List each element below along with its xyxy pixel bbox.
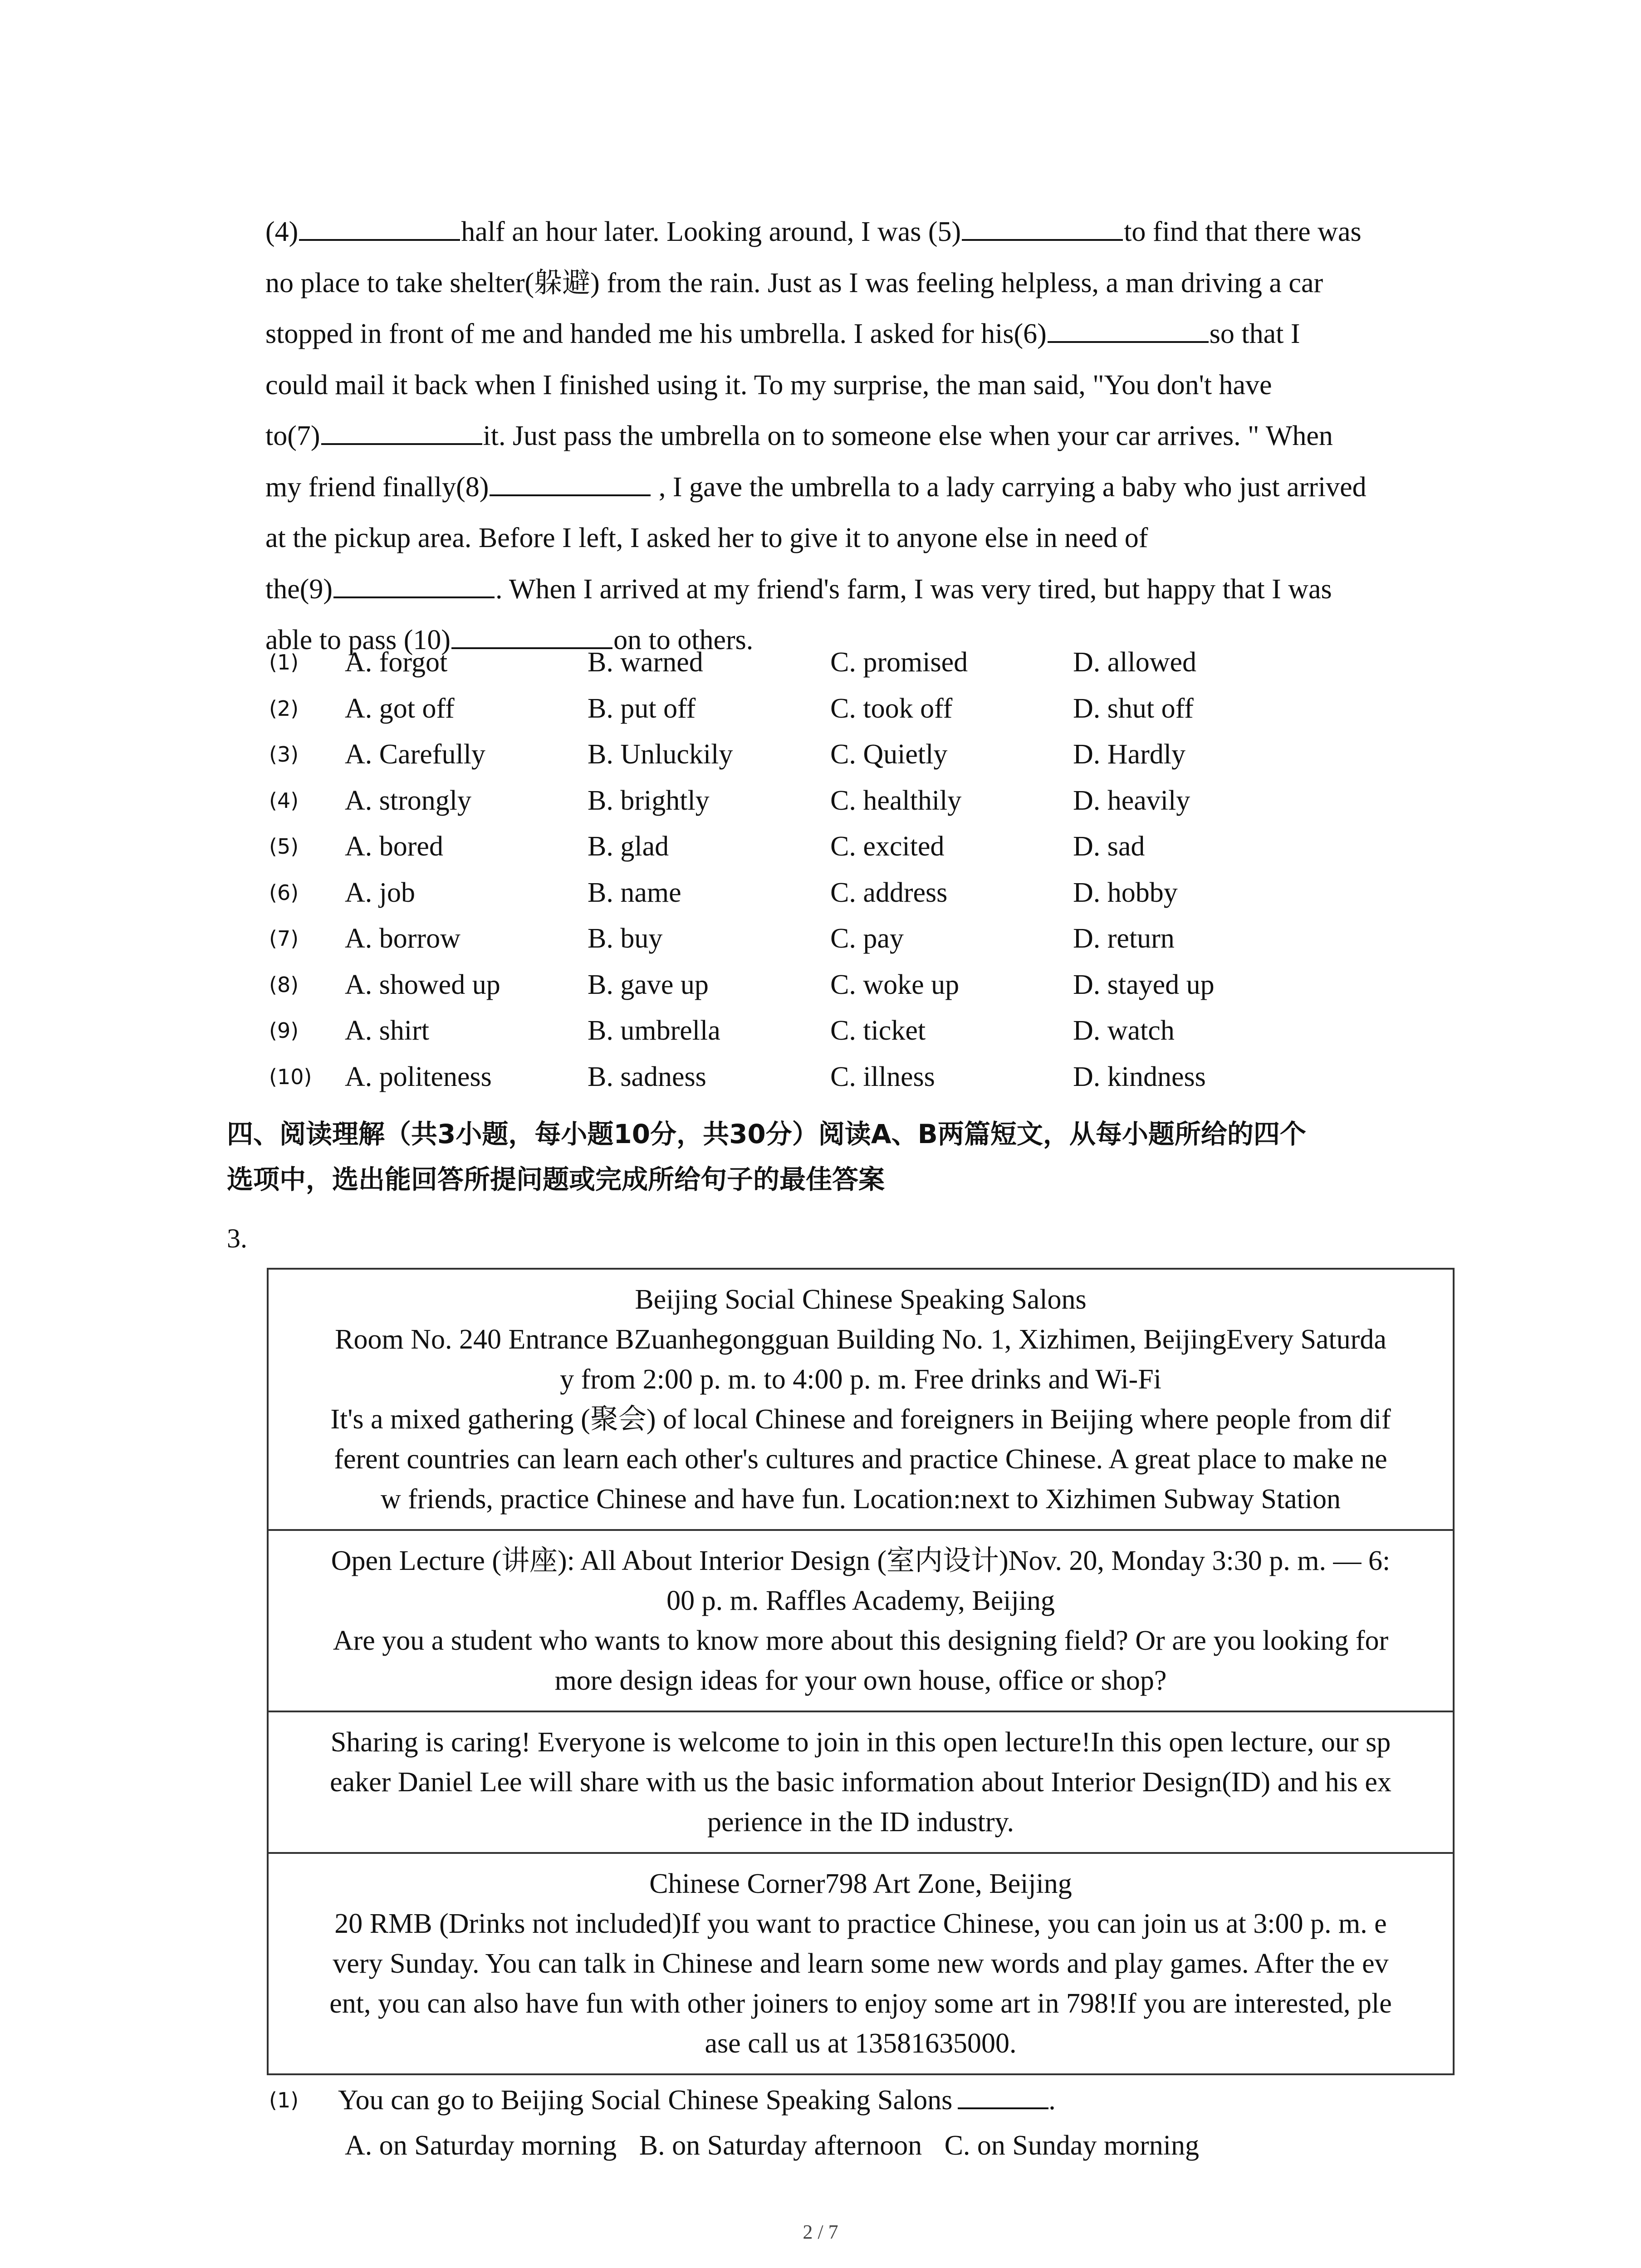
ad-line: very Sunday. You can talk in Chinese and learn some new words and play games. After the ev	[333, 1948, 1389, 1979]
passage-line	[265, 462, 1463, 513]
option-b: B. put off	[588, 693, 696, 724]
ads-table	[267, 1268, 1455, 2075]
option-number: (8)	[269, 972, 299, 997]
option-a: A. showed up	[345, 969, 500, 1000]
option-a: A. job	[345, 877, 415, 908]
cloze-passage	[265, 206, 1463, 666]
answer-blank	[962, 213, 1123, 241]
option-d: D. shut off	[1073, 693, 1194, 724]
answer-blank	[299, 213, 460, 241]
passage-line	[265, 564, 1463, 615]
option-row	[265, 1054, 1463, 1100]
option-number: (6)	[269, 880, 299, 905]
section-heading-line: 选项中，选出能回答所提问题或完成所给句子的最佳答案	[227, 1164, 885, 1195]
option-number: (3)	[269, 742, 299, 767]
option-d: D. kindness	[1073, 1061, 1206, 1092]
option-a: A. shirt	[345, 1015, 429, 1046]
passage-text: on to others.	[613, 625, 754, 655]
option-row	[265, 778, 1463, 824]
ad-line: ferent countries can learn each other's cultures and practice Chinese. A great place to make ne	[334, 1444, 1387, 1475]
passage-text: stopped in front of me and handed me his umbrella. I asked for his(6)	[265, 318, 1047, 349]
ad-line: ent, you can also have fun with other joiners to enjoy some art in 798!If you are interested, ple	[329, 1988, 1392, 2019]
option-row	[265, 640, 1463, 686]
cloze-options	[265, 640, 1463, 1100]
ad-line: It's a mixed gathering (聚会) of local Chinese and foreigners in Beijing where people from dif	[330, 1404, 1391, 1435]
passage-text: to(7)	[265, 420, 320, 451]
passage-line	[265, 258, 1463, 309]
passage-line	[265, 411, 1463, 462]
passage-text: . When I arrived at my friend's farm, I was very tired, but happy that I was	[495, 573, 1332, 605]
option-a: A. bored	[345, 831, 443, 862]
option-number: (9)	[269, 1018, 299, 1043]
option-c: C. illness	[830, 1061, 935, 1092]
option-number: (7)	[269, 926, 299, 951]
option-row	[265, 916, 1463, 962]
option-b: B. umbrella	[588, 1015, 720, 1046]
ad-line: Are you a student who wants to know more about this designing field? Or are you looking for	[333, 1625, 1389, 1656]
ad-line: Room No. 240 Entrance BZuanhegongguan Building No. 1, Xizhimen, BeijingEvery Saturda	[335, 1324, 1386, 1355]
ad-line: w friends, practice Chinese and have fun. Location:next to Xizhimen Subway Station	[380, 1484, 1341, 1515]
option-b: B. glad	[588, 831, 669, 862]
ad-line: more design ideas for your own house, office or shop?	[554, 1665, 1167, 1696]
question-number: 3.	[227, 1223, 247, 1253]
option-row	[265, 824, 1463, 870]
question-stem	[338, 2077, 1056, 2123]
option-a: A. strongly	[345, 785, 471, 816]
passage-text: to find that there was	[1124, 216, 1362, 247]
passage-text: able to pass (10)	[265, 625, 451, 655]
passage-text: half an hour later. Looking around, I was (5)	[461, 216, 961, 247]
passage-line	[265, 206, 1463, 258]
ad-line: Open Lecture (讲座): All About Interior Design (室内设计)Nov. 20, Monday 3:30 p. m. — 6:	[331, 1545, 1391, 1576]
option-row	[265, 732, 1463, 778]
passage-text: at the pickup area. Before I left, I asked her to give it to anyone else in need of	[265, 523, 1148, 553]
option-c: C. took off	[830, 693, 953, 724]
ad-line: 00 p. m. Raffles Academy, Beijing	[666, 1585, 1055, 1616]
option-b: B. gave up	[588, 969, 709, 1000]
option-d: D. sad	[1073, 831, 1145, 862]
ad-cell-lecture	[269, 1529, 1453, 1711]
ad-line: eaker Daniel Lee will share with us the basic information about Interior Design(ID) and his ex	[330, 1767, 1391, 1798]
question-number: (1)	[269, 2088, 299, 2112]
answer-blank	[333, 570, 495, 598]
option-a: A. politeness	[345, 1061, 492, 1092]
ad-line: ase call us at 13581635000.	[705, 2028, 1017, 2059]
option-a: A. Carefully	[345, 739, 485, 770]
ad-line: perience in the ID industry.	[707, 1807, 1014, 1838]
option-row	[265, 870, 1463, 916]
option-c: C. woke up	[830, 969, 960, 1000]
answer-blank	[958, 2082, 1048, 2109]
ad-line: Beijing Social Chinese Speaking Salons	[635, 1284, 1087, 1315]
option-a: A. forgot	[345, 647, 448, 678]
choice-c: C. on Sunday morning	[944, 2130, 1200, 2161]
option-d: D. hobby	[1073, 877, 1178, 908]
option-c: C. address	[830, 877, 948, 908]
passage-text: no place to take shelter(躲避) from the rain. Just as I was feeling helpless, a man driving a car	[265, 267, 1323, 298]
option-a: A. borrow	[345, 923, 460, 954]
passage-line	[265, 308, 1463, 360]
option-row	[265, 962, 1463, 1008]
page-number: 2 / 7	[803, 2221, 838, 2243]
option-number: (10)	[269, 1064, 312, 1089]
option-b: B. buy	[588, 923, 663, 954]
option-c: C. healthily	[830, 785, 962, 816]
ad-line: Chinese Corner798 Art Zone, Beijing	[649, 1868, 1072, 1899]
option-c: C. excited	[830, 831, 945, 862]
option-d: D. allowed	[1073, 647, 1197, 678]
passage-line	[265, 360, 1463, 411]
question-stem-end: .	[1048, 2085, 1056, 2116]
option-c: C. promised	[830, 647, 968, 678]
ad-line: y from 2:00 p. m. to 4:00 p. m. Free drinks and Wi-Fi	[560, 1364, 1161, 1395]
ad-cell-sharing	[269, 1711, 1453, 1852]
ad-cell-chinese-corner	[269, 1852, 1453, 2073]
section-heading	[227, 1111, 1461, 1202]
option-b: B. name	[588, 877, 681, 908]
option-c: C. ticket	[830, 1015, 926, 1046]
option-d: D. Hardly	[1073, 739, 1185, 770]
question-stem-text: You can go to Beijing Social Chinese Speaking Salons	[338, 2085, 953, 2116]
passage-text: so that I	[1209, 318, 1300, 349]
choice-a: A. on Saturday morning	[345, 2130, 617, 2161]
passage-text: could mail it back when I finished using it. To my surprise, the man said, "You don't have	[265, 369, 1272, 401]
option-b: B. Unluckily	[588, 739, 733, 770]
option-c: C. pay	[830, 923, 904, 954]
option-a: A. got off	[345, 693, 455, 724]
option-d: D. stayed up	[1073, 969, 1215, 1000]
answer-blank	[1048, 315, 1209, 343]
answer-blank	[321, 417, 482, 445]
passage-text: my friend finally(8)	[265, 471, 489, 503]
section-heading-line: 四、阅读理解（共3小题，每小题10分，共30分）阅读A、B两篇短文，从每小题所给的四个	[227, 1119, 1306, 1149]
option-d: D. return	[1073, 923, 1175, 954]
passage-text: , I gave the umbrella to a lady carrying a baby who just arrived	[652, 471, 1367, 503]
choice-b: B. on Saturday afternoon	[639, 2130, 922, 2161]
ad-line: Sharing is caring! Everyone is welcome to join in this open lecture!In this open lecture, our sp	[330, 1727, 1391, 1758]
option-b: B. warned	[588, 647, 703, 678]
option-number: (5)	[269, 834, 299, 859]
option-row	[265, 686, 1463, 732]
option-d: D. heavily	[1073, 785, 1190, 816]
option-d: D. watch	[1073, 1015, 1175, 1046]
passage-line	[265, 513, 1463, 564]
option-b: B. brightly	[588, 785, 710, 816]
passage-text: (4)	[265, 216, 299, 247]
question-choices	[345, 2123, 1215, 2168]
option-c: C. Quietly	[830, 739, 948, 770]
option-number: (4)	[269, 788, 299, 813]
ad-line: 20 RMB (Drinks not included)If you want to practice Chinese, you can join us at 3:00 p. m. e	[334, 1908, 1387, 1939]
option-row	[265, 1008, 1463, 1054]
ad-cell-salons	[269, 1270, 1453, 1529]
option-b: B. sadness	[588, 1061, 706, 1092]
passage-text: the(9)	[265, 573, 333, 605]
passage-text: it. Just pass the umbrella on to someone else when your car arrives. " When	[483, 420, 1333, 451]
option-number: (2)	[269, 696, 299, 721]
option-number: (1)	[269, 650, 299, 675]
answer-blank	[490, 468, 651, 496]
